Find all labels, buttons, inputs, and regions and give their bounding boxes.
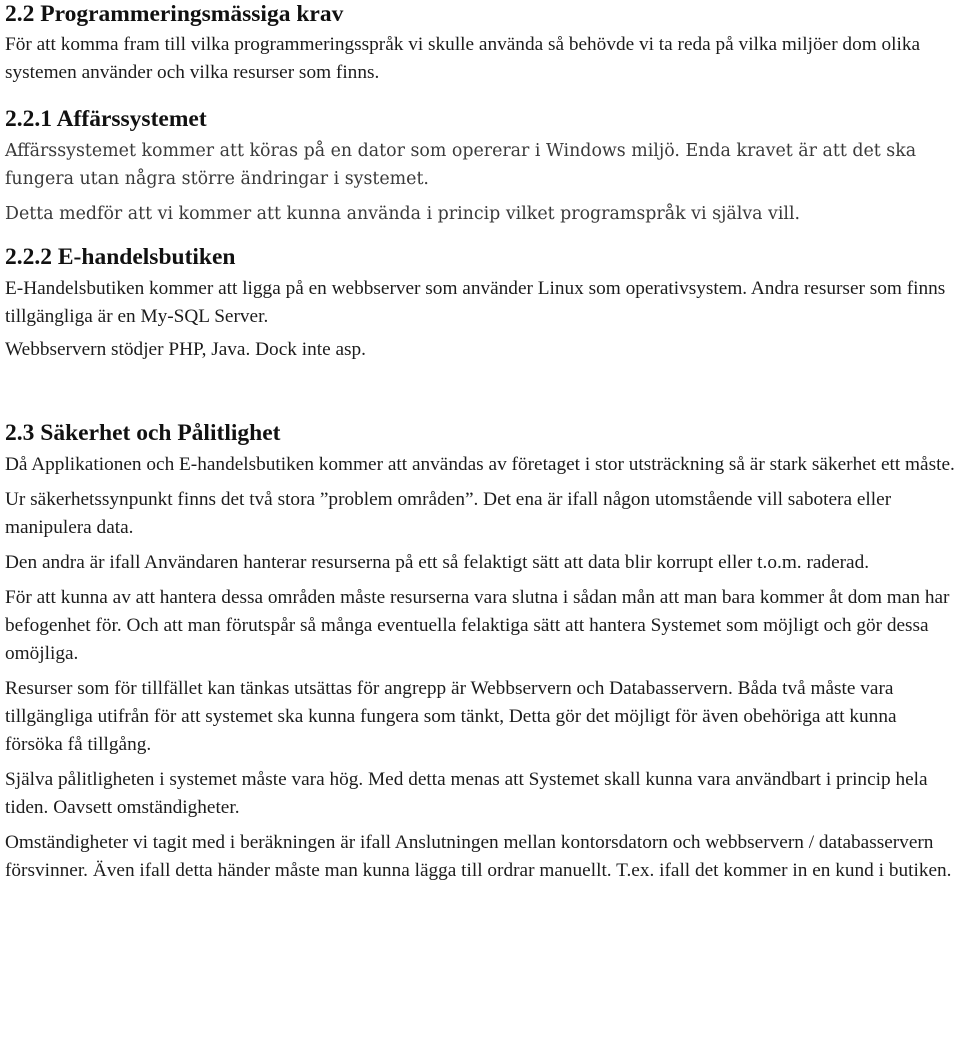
paragraph-2-3-6: Själva pålitligheten i systemet måste vara hög. Med detta menas att Systemet skall kunna vara användbart i princip hela tiden. Oavsett omständigheter. bbox=[5, 769, 928, 818]
paragraph-2-2-2-b: Webbservern stödjer PHP, Java. Dock inte asp. bbox=[5, 339, 366, 360]
paragraph-2-2-intro: För att komma fram till vilka programmeringsspråk vi skulle använda så behövde vi ta reda på vilka miljöer dom olika systemen använder och vilka resurser som finns. bbox=[5, 34, 921, 83]
paragraph-2-3-1: Då Applikationen och E-handelsbutiken kommer att användas av företaget i stor utsträckning så är stark säkerhet ett måste. bbox=[5, 454, 955, 475]
paragraph-2-2-1-a: Affärssystemet kommer att köras på en dator som opererar i Windows miljö. Enda kravet är att det ska fungera utan några större ändringar i systemet. bbox=[5, 141, 917, 189]
paragraph-2-3-5: Resurser som för tillfället kan tänkas utsättas för angrepp är Webbservern och Databasservern. Båda två måste vara tillgängliga utifrån för att systemet ska kunna fungera som tänkt, Detta gör det möjligt för även obehöriga att kunna försöka få tillgång. bbox=[5, 678, 897, 755]
paragraph-2-3-3: Den andra är ifall Användaren hanterar resurserna på ett så felaktigt sätt att data blir korrupt eller t.o.m. raderad. bbox=[5, 552, 870, 573]
paragraph-2-2-2-a: E-Handelsbutiken kommer att ligga på en webbserver som använder Linux som operativsystem. Andra resurser som finns tillgängliga är en My-SQL Server. bbox=[5, 278, 946, 327]
paragraph-2-3-2: Ur säkerhetssynpunkt finns det två stora ”problem områden”. Det ena är ifall någon utomstående vill sabotera eller manipulera data. bbox=[5, 489, 892, 538]
paragraph-2-2-1-b: Detta medför att vi kommer att kunna använda i princip vilket programspråk vi själva vill. bbox=[5, 204, 801, 224]
heading-2-2-1: 2.2.1 Affärssystemet bbox=[5, 106, 207, 132]
heading-2-2: 2.2 Programmeringsmässiga krav bbox=[5, 1, 344, 27]
paragraph-2-3-7: Omständigheter vi tagit med i beräkningen är ifall Anslutningen mellan kontorsdatorn och webbservern / databasservern försvinner. Även ifall detta händer måste man kunna lägga till ordrar manuellt. T.ex. ifall det kommer in en kund i butiken. bbox=[5, 832, 952, 881]
document-page bbox=[5, 0, 955, 885]
heading-2-2-2: 2.2.2 E-handelsbutiken bbox=[5, 244, 236, 270]
paragraph-2-3-4: För att kunna av att hantera dessa områden måste resurserna vara slutna i sådan mån att man bara kommer åt dom man har befogenhet för. Och att man förutspår så många eventuella felaktiga sätt att hantera Systemet som möjligt och gör dessa omöjliga. bbox=[5, 587, 950, 664]
heading-2-3: 2.3 Säkerhet och Pålitlighet bbox=[5, 420, 281, 446]
